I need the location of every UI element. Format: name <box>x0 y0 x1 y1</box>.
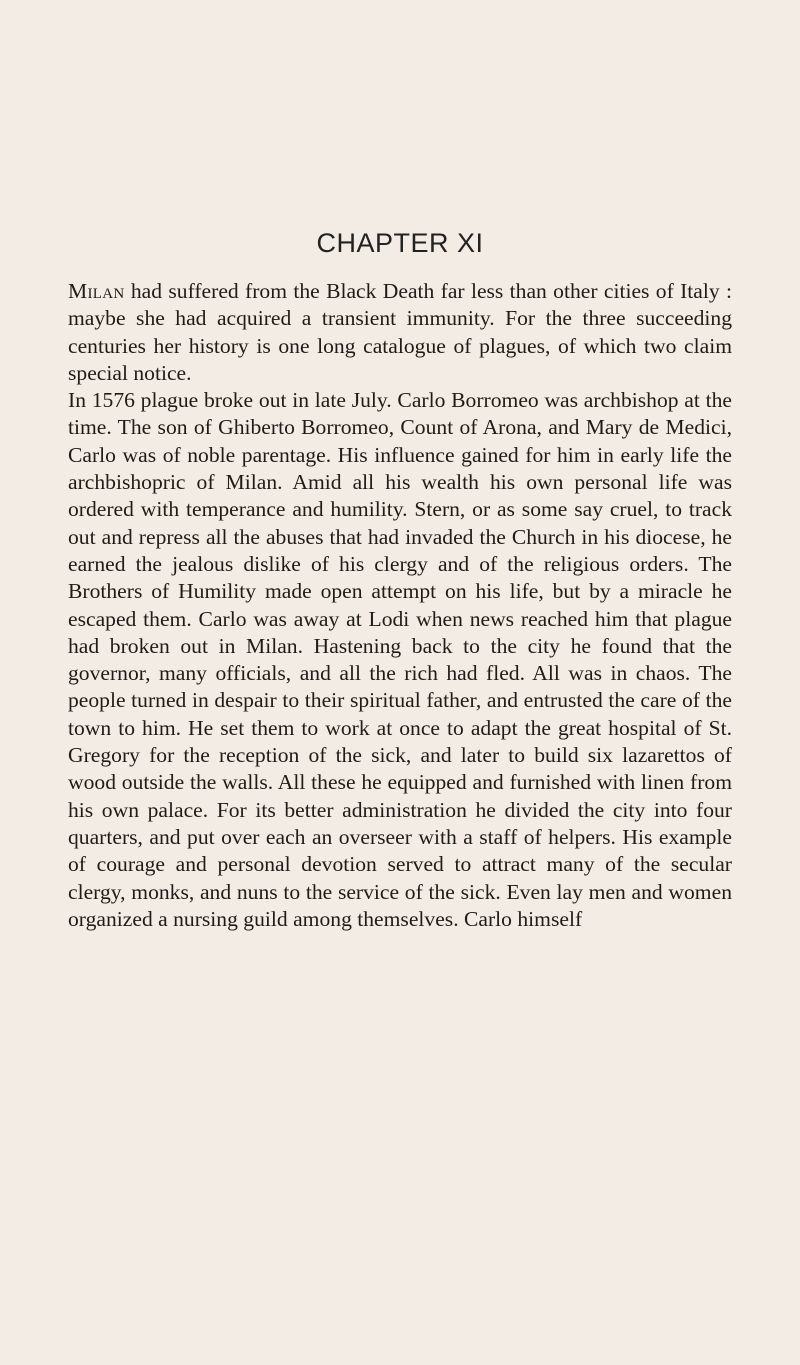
chapter-body <box>68 278 732 933</box>
paragraph-1 <box>68 278 732 387</box>
chapter-title: CHAPTER XI <box>316 228 484 258</box>
paragraph-2 <box>68 387 732 933</box>
paragraph-1-text: had suffered from the Black Death far less than other cities of Italy : maybe she had acquired a transient immunity. For the three succeeding centuries her history is one long catalogue of plagues, of which two claim special notice. <box>68 279 732 385</box>
paragraph-lead-word: Milan <box>68 279 125 303</box>
paragraph-2-text: In 1576 plague broke out in late July. Carlo Borromeo was archbishop at the time. The son of Ghiberto Borromeo, Count of Arona, and Mary de Medici, Carlo was of noble parentage. His influence gained for him in early life the archbishopric of Milan. Amid all his wealth his own personal life was ordered with temperance and humility. Stern, or as some say cruel, to track out and repress all the abuses that had invaded the Church in his diocese, he earned the jealous dislike of his clergy and of the religious orders. The Brothers of Humility made open attempt on his life, but by a miracle he escaped them. Carlo was away at Lodi when news reached him that plague had broken out in Milan. Hastening back to the city he found that the governor, many officials, and all the rich had fled. All was in chaos. The people turned in despair to their spiritual father, and entrusted the care of the town to him. He set them to work at once to adapt the great hospital of St. Gregory for the reception of the sick, and later to build six lazarettos of wood outside the walls. All these he equipped and furnished with linen from his own palace. For its better administration he divided the city into four quarters, and put over each an overseer with a staff of helpers. His example of courage and personal devotion served to attract many of the secular clergy, monks, and nuns to the service of the sick. Even lay men and women organized a nursing guild among themselves. Carlo himself <box>68 388 732 931</box>
